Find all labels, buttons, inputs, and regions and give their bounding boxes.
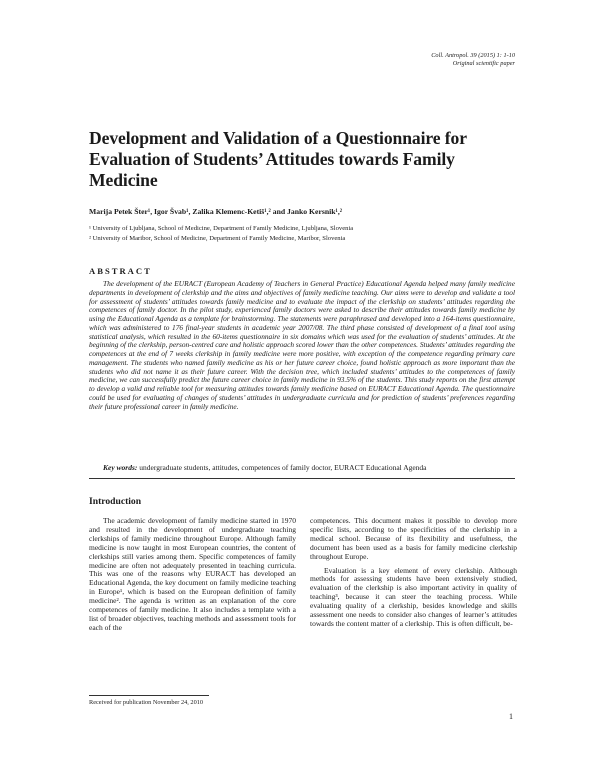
abstract-text: The development of the EURACT (European Academy of Teachers in General Practice) Educational Agenda helped many family medicine departments in development of clerkship and the aims and objectives of family medicine teaching. Our aims were to develop and validate a tool for assessment of students’ attitudes towards family medicine and to evaluate the impact of the clerkship on students’ attitudes regarding the competences of family doctor. In the pilot study, experienced family doctors were asked to describe their attitudes towards family medicine by using the Educational Agenda as a template for brainstorming. The statements were paraphrased and developed into a 164-items questionnaire, which was administered to 176 final-year students in academic year 2007/08. The third phase consisted of development of a final tool using statistical analysis, which resulted in the 60-items questionnaire in six domains which was used for the evaluation of students’ attitudes. At the beginning of the clerkship, person-centred care and holistic approach scored lower than the other competences. Students’ attitudes regarding the competences at the end of 7 weeks clerkship in family medicine were more positive, with exception of the competence regarding primary care management. The students who named family medicine as his or her future career choice, found holistic approach as more important than the students who did not name it as their future career. With the decision tree, which included students’ attitudes to the competences of family medicine, we can successfully predict the future career choice in family medicine in 93.5% of the students. This study reports on the first attempt to develop a valid and reliable tool for measuring attitudes towards family medicine based on EURACT Educational Agenda. The questionnaire could be used for evaluating of changes of students’ attitudes in undergraduate curricula and for prediction of students’ preferences regarding their future professional career in family medicine.: [89, 279, 515, 411]
paper-title: Development and Validation of a Questionnaire for Evaluation of Students’ Attitudes towards Family Medicine: [89, 128, 467, 190]
received-date-footnote: Received for publication November 24, 2010: [89, 699, 204, 706]
section-heading-introduction: Introduction: [89, 496, 142, 507]
intro-paragraph: Evaluation is a key element of every clerkship. Although methods for assessing students have been extensively studied, evaluation of the clerkship is also important activity in quality of teaching³, because it can steer the teaching process. While evaluating quality of a clerkship, besides knowledge and skills assessment one needs to consider also changes of learner’s attitudes towards the content matter of a clerkship. This is often difficult, be-: [310, 565, 517, 628]
citation-line: Coll. Antropol. 39 (2015) 1: 1-10: [431, 52, 515, 59]
keywords-label: Key words:: [103, 463, 138, 472]
keywords-text: undergraduate students, attitudes, competences of family doctor, EURACT Educational Agenda: [139, 463, 427, 472]
journal-citation: [431, 52, 515, 68]
intro-column-left: [89, 517, 296, 633]
intro-paragraph: competences. This document makes it possible to develop more specific lists, according to the specificities of the clerkship in a medical school. Because of its flexibility and usefulness, the document has been used as a basis for family medicine clerkship throughout Europe.: [310, 516, 517, 561]
page-number: 1: [509, 712, 513, 721]
footnote-rule: [89, 695, 209, 696]
intro-paragraph: The academic development of family medicine started in 1970 and resulted in the development of undergraduate teaching clerkships of family medicine throughout Europe. Although family medicine is now taught in most European countries, the content of clerkships still varies among them. Specific competences of family medicine are often not adequately presented in teaching curricula. This was one of the reasons why EURACT has developed an Educational Agenda, the key document on family medicine teaching in Europe¹, which is based on the European definition of family medicine². The agenda is written as an explanation of the core competences of family medicine. It also includes a template with a list of broader objectives, teaching methods and assessment tools for each of the: [89, 516, 296, 632]
keywords: [103, 463, 515, 472]
paper-type: Original scientific paper: [452, 60, 515, 68]
affiliation-2: ² University of Maribor, School of Medicine, Department of Family Medicine, Maribor, Slovenia: [89, 235, 346, 242]
author-list: Marija Petek Šter¹, Igor Švab¹, Zalika Klemenc-Ketiš¹,² and Janko Kersnik¹,²: [89, 207, 343, 216]
section-divider: [89, 478, 515, 479]
affiliation-1: ¹ University of Ljubljana, School of Medicine, Department of Family Medicine, Ljubljana, Slovenia: [89, 225, 354, 232]
affiliations: [89, 224, 353, 244]
abstract-heading: ABSTRACT: [89, 266, 152, 276]
intro-column-right: [310, 517, 517, 629]
